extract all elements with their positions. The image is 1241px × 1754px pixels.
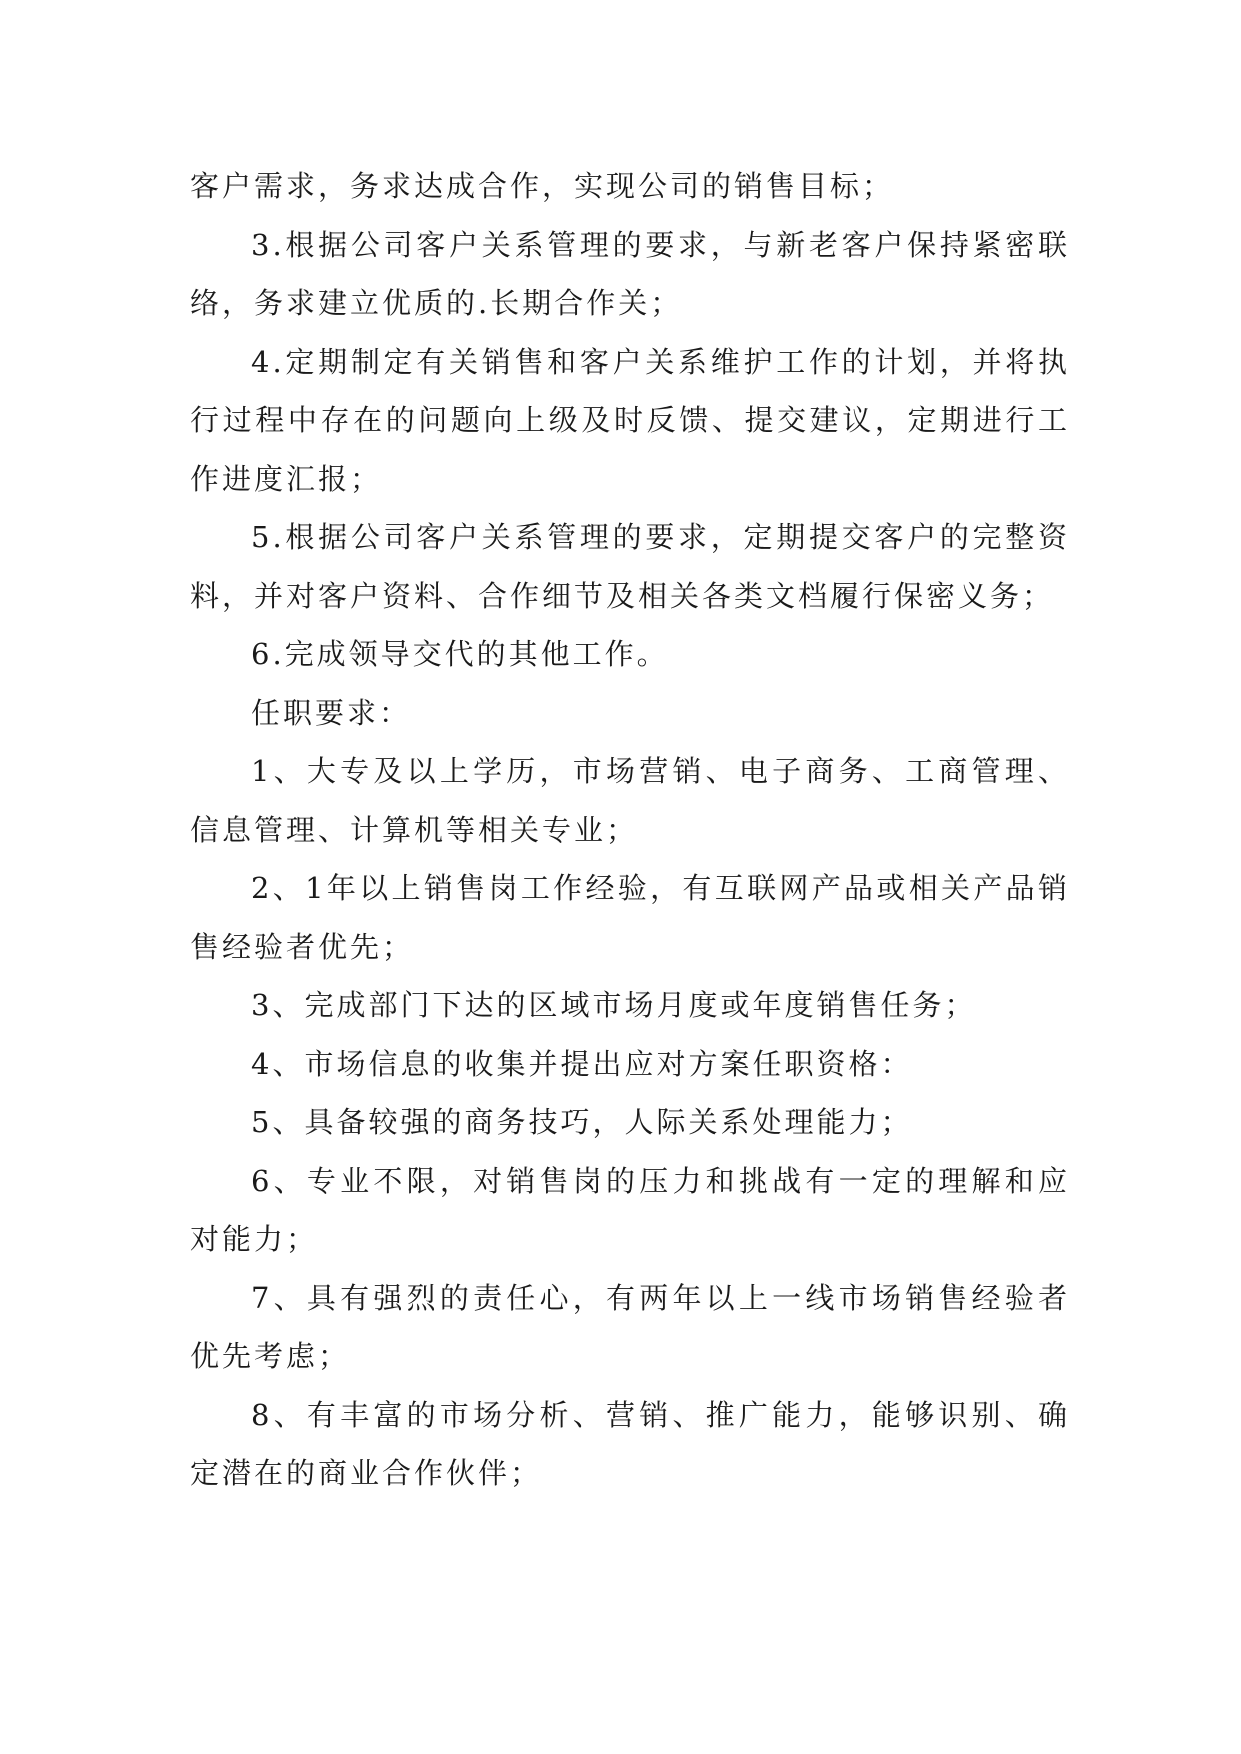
list-item: 2、1年以上销售岗工作经验，有互联网产品或相关产品销售经验者优先； [190, 871, 1070, 964]
list-item: 3、完成部门下达的区域市场月度或年度销售任务； [251, 988, 977, 1022]
paragraph: 6.完成领导交代的其他工作。 [251, 637, 669, 671]
list-item: 6、专业不限，对销售岗的压力和挑战有一定的理解和应对能力； [190, 1163, 1070, 1256]
paragraph: 客户需求，务求达成合作，实现公司的销售目标； [190, 169, 895, 203]
paragraph: 4.定期制定有关销售和客户关系维护工作的计划，并将执行过程中存在的问题向上级及时反馈、提交建议，定期进行工作进度汇报； [190, 344, 1070, 496]
list-item: 7、具有强烈的责任心，有两年以上一线市场销售经验者优先考虑； [190, 1280, 1070, 1373]
list-item: 4、市场信息的收集并提出应对方案任职资格： [251, 1046, 913, 1081]
list-item: 1、大专及以上学历，市场营销、电子商务、工商管理、信息管理、计算机等相关专业； [190, 754, 1070, 847]
paragraph: 5.根据公司客户关系管理的要求，定期提交客户的完整资料，并对客户资料、合作细节及相关各类文档履行保密义务； [190, 520, 1070, 613]
list-item: 5、具备较强的商务技巧，人际关系处理能力； [251, 1105, 913, 1139]
document-body [190, 157, 1070, 1503]
paragraph: 3.根据公司客户关系管理的要求，与新老客户保持紧密联络，务求建立优质的.长期合作关； [190, 227, 1070, 320]
list-item: 8、有丰富的市场分析、营销、推广能力，能够识别、确定潜在的商业合作伙伴； [190, 1397, 1070, 1490]
section-heading: 任职要求： [251, 695, 412, 730]
